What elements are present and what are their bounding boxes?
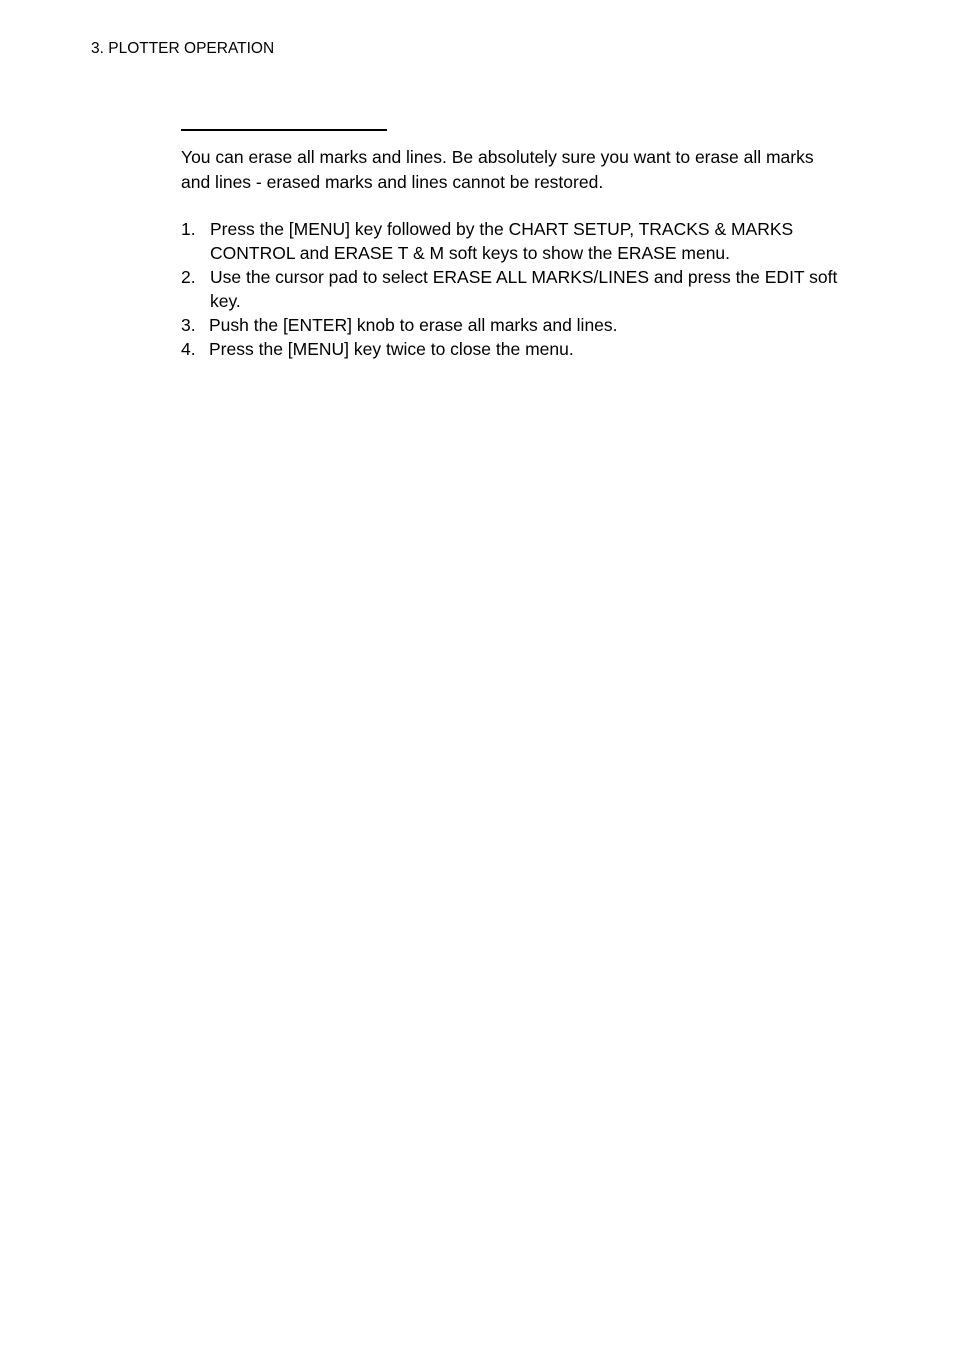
step-number: 2. bbox=[181, 267, 196, 287]
step-text: Use the cursor pad to select ERASE ALL MARKS/LINES and press the EDIT soft key. bbox=[210, 267, 838, 311]
step-number: 1. bbox=[181, 219, 196, 239]
step-item bbox=[181, 265, 861, 313]
step-item bbox=[181, 217, 861, 265]
running-header: 3. PLOTTER OPERATION bbox=[91, 40, 275, 57]
procedure-steps bbox=[181, 217, 861, 361]
step-text: Press the [MENU] key twice to close the menu. bbox=[209, 339, 574, 359]
intro-paragraph: You can erase all marks and lines. Be absolutely sure you want to erase all marks and lines - erased marks and lines cannot be restored. bbox=[181, 147, 814, 192]
step-item bbox=[181, 337, 861, 361]
step-text: Press the [MENU] key followed by the CHART SETUP, TRACKS & MARKS CONTROL and ERASE T & M soft keys to show the ERASE menu. bbox=[210, 219, 794, 263]
step-number: 3. bbox=[181, 315, 196, 335]
step-item bbox=[181, 313, 861, 337]
step-number: 4. bbox=[181, 339, 196, 359]
section-heading-rule bbox=[181, 129, 387, 131]
step-text: Push the [ENTER] knob to erase all marks and lines. bbox=[209, 315, 618, 335]
